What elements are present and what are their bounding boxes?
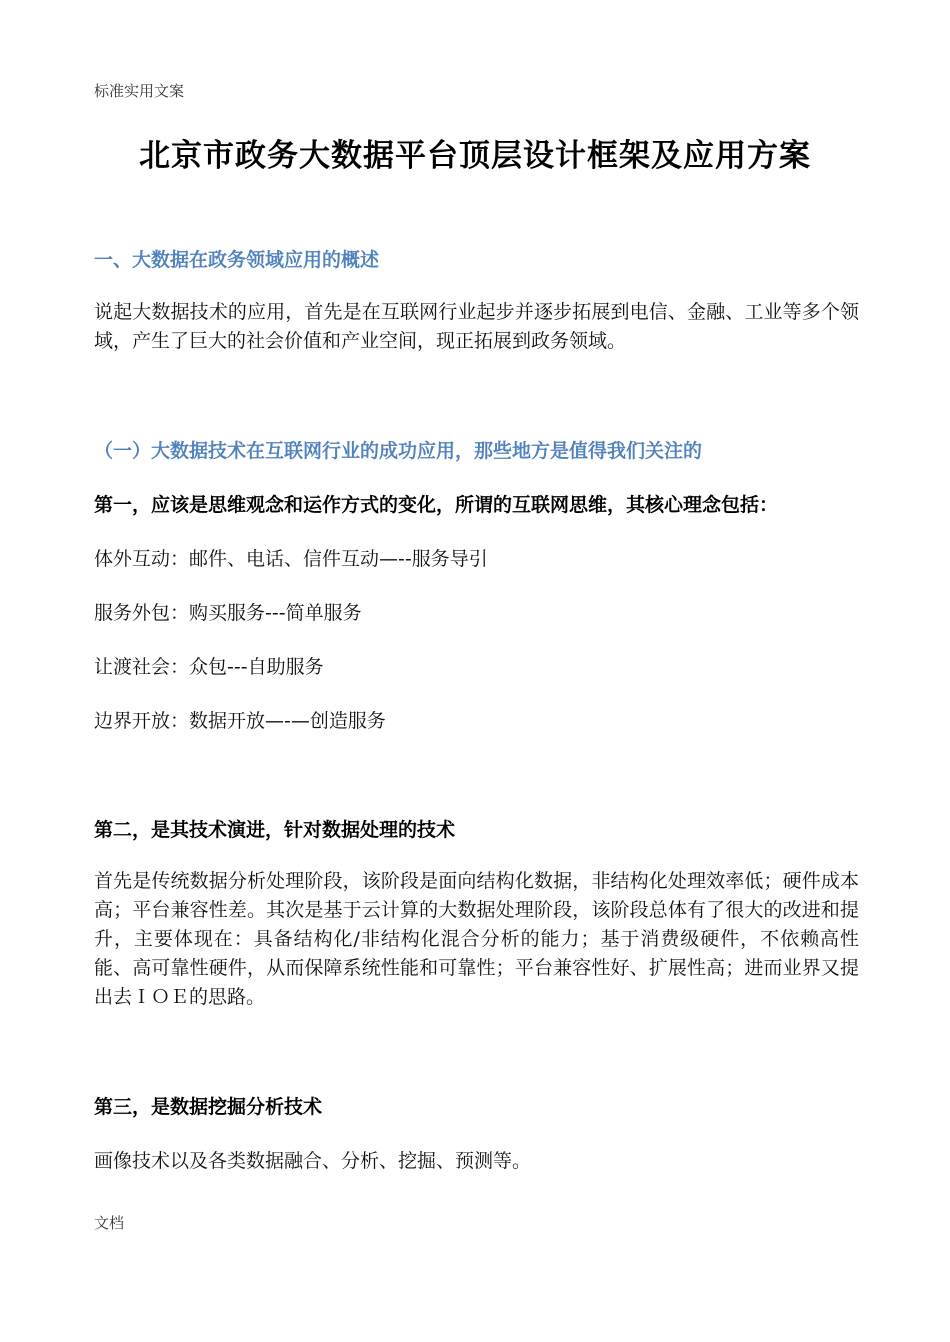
point-2-heading: 第二，是其技术演进，针对数据处理的技术	[94, 819, 456, 841]
document-title: 北京市政务大数据平台顶层设计框架及应用方案	[139, 138, 811, 174]
subsection-heading-1: （一）大数据技术在互联网行业的成功应用，那些地方是值得我们关注的	[94, 440, 703, 462]
point-2-body: 首先是传统数据分析处理阶段，该阶段是面向结构化数据，非结构化处理效率低；硬件成本高；平台兼容性差。其次是基于云计算的大数据处理阶段，该阶段总体有了很大的改进和提升，主要体现在：具备结构化/非结构化混合分析的能力；基于消费级硬件，不依赖高性能、高可靠性硬件，从而保障系统性能和可靠性；平台兼容性好、扩展性高；进而业界又提出去ＩＯＥ的思路。	[94, 870, 859, 1008]
list-item: 边界开放：数据开放—-—创造服务	[94, 710, 386, 732]
list-item: 服务外包：购买服务---简单服务	[94, 602, 362, 624]
section-heading-1: 一、大数据在政务领域应用的概述	[94, 249, 380, 271]
footer-note: 文档	[94, 1214, 125, 1232]
header-note: 标准实用文案	[94, 82, 185, 100]
list-item: 让渡社会：众包---自助服务	[94, 656, 324, 678]
section-1-intro: 说起大数据技术的应用，首先是在互联网行业起步并逐步拓展到电信、金融、工业等多个领域，产生了巨大的社会价值和产业空间，现正拓展到政务领域。	[94, 301, 859, 352]
point-3-body: 画像技术以及各类数据融合、分析、挖掘、预测等。	[94, 1150, 532, 1172]
point-3-heading: 第三，是数据挖掘分析技术	[94, 1096, 323, 1118]
point-1-heading: 第一，应该是思维观念和运作方式的变化，所谓的互联网思维，其核心理念包括：	[94, 494, 779, 516]
list-item: 体外互动：邮件、电话、信件互动—--服务导引	[94, 548, 488, 570]
